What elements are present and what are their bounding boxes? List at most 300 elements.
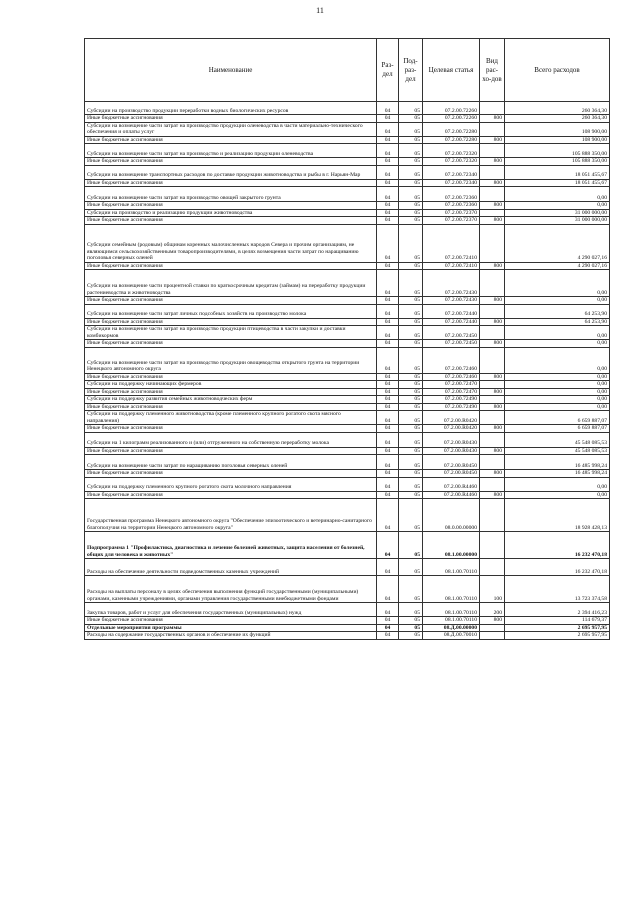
cell-name: Субсидии на возмещение части затрат на производство и реализацию продукции оленеводства [85,144,377,158]
table-row [85,447,610,455]
table-row [85,347,610,373]
cell-section: 04 [377,144,399,158]
cell-name: Субсидии на поддержку племенного животноводства (кроме племенного крупного рогатого скота мясного направления) [85,411,377,425]
cell-subsection: 05 [399,403,423,411]
cell-total: 0,00 [505,202,610,210]
cell-total: 6 659 887,07 [505,411,610,425]
cell-section: 04 [377,491,399,499]
cell-subsection: 05 [399,477,423,491]
cell-subsection: 05 [399,224,423,262]
table-row [85,373,610,381]
table-row [85,165,610,179]
cell-target: 07.2.00.72470 [423,381,480,389]
cell-target: 07.2.00.R0450 [423,470,480,478]
table-row [85,209,610,217]
cell-exp-type [480,455,505,470]
cell-section: 04 [377,187,399,202]
cell-exp-type [480,326,505,340]
cell-total: 16 232 470,18 [505,559,610,576]
cell-total: 0,00 [505,373,610,381]
cell-exp-type [480,477,505,491]
cell-total: 0,00 [505,297,610,305]
cell-section: 04 [377,388,399,396]
cell-target: 07.2.00.72320 [423,144,480,158]
cell-exp-type: 800 [480,217,505,225]
table-row [85,318,610,326]
table-row [85,304,610,318]
cell-section: 04 [377,373,399,381]
cell-total: 0,00 [505,326,610,340]
cell-target: 08.1.00.70110 [423,576,480,603]
cell-section: 04 [377,425,399,433]
table-body [85,102,610,640]
cell-subsection: 05 [399,425,423,433]
cell-name: Субсидии семейным (родовым) общинам коренных малочисленных народов Севера и прочим организациям, не являющимся сельскохозяйственными товаропроизводителями, в целях возмещения части затрат по наращиванию поголовья северных оленей [85,224,377,262]
cell-subsection: 05 [399,559,423,576]
cell-exp-type: 800 [480,403,505,411]
cell-subsection: 05 [399,122,423,136]
cell-subsection: 05 [399,499,423,532]
cell-total: 18 051 455,67 [505,179,610,187]
cell-subsection: 05 [399,603,423,617]
cell-name: Субсидии на возмещение части затрат по наращиванию поголовья северных оленей [85,455,377,470]
cell-subsection: 05 [399,373,423,381]
cell-name: Расходы на содержание государственных органов и обеспечение их функций [85,632,377,640]
cell-total: 105 888 350,00 [505,144,610,158]
cell-target: 08.1.00.70110 [423,617,480,625]
cell-subsection: 05 [399,491,423,499]
cell-exp-type [480,432,505,447]
cell-exp-type [480,144,505,158]
cell-target: 07.2.00.72340 [423,179,480,187]
cell-name: Иные бюджетные ассигнования [85,262,377,270]
table-row [85,632,610,640]
cell-exp-type [480,347,505,373]
table-row [85,617,610,625]
table-row [85,326,610,340]
cell-section: 04 [377,470,399,478]
cell-section: 04 [377,381,399,389]
cell-target: 07.2.00.72440 [423,304,480,318]
cell-target: 07.2.00.72280 [423,136,480,144]
cell-subsection: 05 [399,270,423,297]
cell-exp-type: 800 [480,470,505,478]
cell-total: 16 232 470,18 [505,532,610,559]
cell-total: 16 485 998,24 [505,455,610,470]
table-row [85,187,610,202]
cell-name: Субсидии на производство и реализацию продукции животноводства [85,209,377,217]
cell-name: Расходы на обеспечение деятельности подведомственных казенных учреждений [85,559,377,576]
cell-name: Иные бюджетные ассигнования [85,158,377,166]
cell-subsection: 05 [399,304,423,318]
cell-section: 04 [377,102,399,115]
cell-total: 64 253,90 [505,318,610,326]
cell-subsection: 05 [399,447,423,455]
cell-name: Иные бюджетные ассигнования [85,340,377,348]
page-number: 11 [316,6,324,15]
header-exp-type: Вид рас-хо-дов [480,39,505,102]
cell-name: Иные бюджетные ассигнования [85,115,377,123]
cell-section: 04 [377,340,399,348]
cell-target: 07.2.00.R0430 [423,447,480,455]
cell-name: Субсидии на возмещение части затрат на производство продукции птицеводства в части закупки и доставки комбикормов [85,326,377,340]
cell-total: 108 900,00 [505,122,610,136]
cell-exp-type: 800 [480,447,505,455]
cell-name: Субсидии на возмещение части процентной ставки по краткосрочным кредитам (займам) на переработку продукции растениеводства и животноводства [85,270,377,297]
cell-section: 04 [377,270,399,297]
cell-total: 108 900,00 [505,136,610,144]
cell-section: 04 [377,179,399,187]
table-row [85,425,610,433]
cell-subsection: 05 [399,624,423,632]
cell-section: 04 [377,136,399,144]
table-row [85,179,610,187]
cell-exp-type [480,381,505,389]
table-row [85,224,610,262]
cell-exp-type: 800 [480,340,505,348]
cell-subsection: 05 [399,297,423,305]
cell-target: 07.2.00.72440 [423,318,480,326]
cell-exp-type [480,632,505,640]
cell-target: 07.2.00.72340 [423,165,480,179]
table-row [85,388,610,396]
cell-target: 07.2.00.72430 [423,270,480,297]
cell-name: Иные бюджетные ассигнования [85,403,377,411]
table-row [85,340,610,348]
table-row [85,202,610,210]
cell-subsection: 05 [399,632,423,640]
cell-name: Иные бюджетные ассигнования [85,388,377,396]
cell-name: Иные бюджетные ассигнования [85,491,377,499]
cell-target: 07.2.00.R0450 [423,455,480,470]
cell-subsection: 05 [399,217,423,225]
table-row [85,270,610,297]
cell-subsection: 05 [399,318,423,326]
cell-subsection: 05 [399,532,423,559]
cell-section: 04 [377,532,399,559]
cell-exp-type: 800 [480,179,505,187]
cell-name: Субсидии на возмещение части затрат на производство продукции овощеводства открытого грунта на территории Ненецкого автономного округа [85,347,377,373]
cell-target: 07.2.00.72280 [423,122,480,136]
cell-target: 07.2.00.72260 [423,102,480,115]
cell-subsection: 05 [399,187,423,202]
cell-total: 0,00 [505,388,610,396]
cell-section: 04 [377,632,399,640]
cell-target: 07.2.00.R4460 [423,477,480,491]
cell-exp-type: 800 [480,373,505,381]
table-row [85,470,610,478]
header-name: Наименование [85,39,377,102]
cell-total: 4 290 027,16 [505,262,610,270]
cell-total: 0,00 [505,347,610,373]
cell-section: 04 [377,624,399,632]
cell-total: 13 723 374,58 [505,576,610,603]
cell-section: 04 [377,559,399,576]
cell-total: 0,00 [505,340,610,348]
cell-target: 08.1.00.00000 [423,532,480,559]
table-row [85,102,610,115]
cell-total: 4 290 027,16 [505,224,610,262]
cell-total: 18 051 455,67 [505,165,610,179]
cell-name: Субсидии на производство продукции переработки водных биологических ресурсов [85,102,377,115]
cell-total: 0,00 [505,491,610,499]
cell-target: 07.2.00.72450 [423,340,480,348]
cell-section: 04 [377,297,399,305]
cell-exp-type: 800 [480,202,505,210]
cell-target: 07.2.00.72260 [423,115,480,123]
cell-subsection: 05 [399,432,423,447]
cell-target: 07.2.00.72490 [423,403,480,411]
cell-name: Иные бюджетные ассигнования [85,425,377,433]
table-row [85,115,610,123]
cell-name: Субсидии на поддержку племенного крупного рогатого скота молочного направления [85,477,377,491]
cell-total: 31 000 000,00 [505,209,610,217]
cell-exp-type: 800 [480,115,505,123]
cell-exp-type: 800 [480,388,505,396]
cell-subsection: 05 [399,179,423,187]
cell-subsection: 05 [399,136,423,144]
cell-name: Иные бюджетные ассигнования [85,318,377,326]
table-row [85,158,610,166]
cell-total: 2 695 957,95 [505,632,610,640]
budget-table [84,38,610,640]
table-row [85,136,610,144]
cell-section: 04 [377,603,399,617]
cell-section: 04 [377,217,399,225]
cell-target: 07.2.00.72450 [423,326,480,340]
cell-total: 31 000 000,00 [505,217,610,225]
cell-target: 07.2.00.72370 [423,217,480,225]
cell-subsection: 05 [399,576,423,603]
cell-target: 07.2.00.R0430 [423,432,480,447]
header-total: Всего расходов [505,39,610,102]
cell-name: Субсидии на возмещение части затрат личных подсобных хозяйств на производство молока [85,304,377,318]
cell-exp-type: 200 [480,603,505,617]
cell-total: 0,00 [505,270,610,297]
cell-target: 07.2.00.R4460 [423,491,480,499]
cell-total: 260 364,30 [505,102,610,115]
header-section: Раз-дел [377,39,399,102]
cell-target: 07.2.00.72360 [423,187,480,202]
cell-exp-type [480,122,505,136]
cell-section: 04 [377,262,399,270]
cell-exp-type [480,270,505,297]
cell-section: 04 [377,318,399,326]
table-row [85,411,610,425]
cell-section: 04 [377,477,399,491]
cell-name: Иные бюджетные ассигнования [85,217,377,225]
cell-name: Подпрограмма 1 "Профилактика, диагностика и лечение болезней животных, защита населения от болезней, общих для человека и животных" [85,532,377,559]
cell-exp-type: 800 [480,617,505,625]
table-row [85,491,610,499]
cell-subsection: 05 [399,396,423,404]
cell-subsection: 05 [399,617,423,625]
cell-section: 04 [377,499,399,532]
cell-exp-type [480,532,505,559]
cell-target: 07.2.00.R0420 [423,411,480,425]
table-row [85,432,610,447]
cell-target: 07.2.00.72430 [423,297,480,305]
cell-total: 0,00 [505,396,610,404]
cell-target: 08.0.00.00000 [423,499,480,532]
cell-exp-type [480,624,505,632]
cell-total: 0,00 [505,477,610,491]
cell-name: Субсидии на возмещение части затрат на производство овощей закрытого грунта [85,187,377,202]
cell-total: 260 364,30 [505,115,610,123]
cell-exp-type: 800 [480,425,505,433]
cell-target: 07.2.00.72370 [423,209,480,217]
cell-exp-type: 800 [480,158,505,166]
cell-section: 04 [377,347,399,373]
cell-subsection: 05 [399,144,423,158]
cell-exp-type [480,209,505,217]
cell-section: 04 [377,432,399,447]
cell-name: Расходы на выплаты персоналу в целях обеспечения выполнения функций государственными (муниципальными) органами, казенными учреждениями, органами управления государственными внебюджетными фондами [85,576,377,603]
cell-target: 07.2.00.72490 [423,396,480,404]
cell-section: 04 [377,326,399,340]
cell-target: 07.2.00.72410 [423,262,480,270]
cell-target: 07.2.00.72410 [423,224,480,262]
cell-subsection: 05 [399,262,423,270]
cell-section: 04 [377,158,399,166]
cell-exp-type [480,187,505,202]
cell-total: 0,00 [505,187,610,202]
cell-exp-type: 800 [480,136,505,144]
cell-section: 04 [377,411,399,425]
table-row [85,499,610,532]
cell-name: Закупка товаров, работ и услуг для обеспечения государственных (муниципальных) нужд [85,603,377,617]
cell-section: 04 [377,617,399,625]
cell-exp-type [480,411,505,425]
cell-total: 18 928 428,13 [505,499,610,532]
cell-total: 2 695 957,95 [505,624,610,632]
cell-subsection: 05 [399,115,423,123]
cell-target: 08.Д.00.00000 [423,624,480,632]
table-row [85,381,610,389]
cell-section: 04 [377,165,399,179]
cell-target: 08.Д.00.70010 [423,632,480,640]
cell-target: 07.2.00.72460 [423,373,480,381]
cell-exp-type: 800 [480,491,505,499]
table-row [85,624,610,632]
table-row [85,396,610,404]
cell-name: Иные бюджетные ассигнования [85,297,377,305]
cell-target: 07.2.00.R0420 [423,425,480,433]
cell-total: 114 679,37 [505,617,610,625]
cell-exp-type: 100 [480,576,505,603]
cell-section: 04 [377,455,399,470]
cell-target: 07.2.00.72360 [423,202,480,210]
cell-exp-type: 800 [480,318,505,326]
cell-exp-type [480,499,505,532]
cell-name: Субсидии на поддержку развития семейных животноводческих ферм [85,396,377,404]
cell-subsection: 05 [399,326,423,340]
cell-subsection: 05 [399,158,423,166]
table-row [85,455,610,470]
cell-subsection: 05 [399,388,423,396]
cell-exp-type [480,102,505,115]
cell-subsection: 05 [399,411,423,425]
cell-target: 07.2.00.72320 [423,158,480,166]
table-row [85,122,610,136]
cell-subsection: 05 [399,165,423,179]
cell-name: Иные бюджетные ассигнования [85,136,377,144]
cell-section: 04 [377,447,399,455]
cell-section: 04 [377,304,399,318]
cell-section: 04 [377,224,399,262]
cell-subsection: 05 [399,340,423,348]
cell-total: 64 253,90 [505,304,610,318]
cell-total: 45 548 085,53 [505,447,610,455]
cell-total: 0,00 [505,403,610,411]
cell-subsection: 05 [399,455,423,470]
cell-total: 16 485 998,24 [505,470,610,478]
table-row [85,603,610,617]
table-row [85,262,610,270]
cell-name: Иные бюджетные ассигнования [85,617,377,625]
header-subsection: Под-раз-дел [399,39,423,102]
header-target: Целевая статья [423,39,480,102]
table-row [85,532,610,559]
cell-target: 07.2.00.72460 [423,347,480,373]
cell-total: 45 548 085,53 [505,432,610,447]
table-row [85,403,610,411]
cell-exp-type [480,304,505,318]
cell-target: 08.1.00.70110 [423,559,480,576]
cell-total: 105 888 350,00 [505,158,610,166]
cell-exp-type: 800 [480,262,505,270]
cell-section: 04 [377,576,399,603]
cell-name: Субсидии на возмещение транспортных расходов по доставке продукции животноводства и рыбы в г. Нарьян-Мар [85,165,377,179]
cell-name: Иные бюджетные ассигнования [85,373,377,381]
cell-name: Государственная программа Ненецкого автономного округа "Обеспечение эпизоотического и ветеринарно-санитарного благополучия на территории Ненецкого автономного округа" [85,499,377,532]
cell-section: 04 [377,403,399,411]
table-row [85,144,610,158]
cell-section: 04 [377,396,399,404]
cell-total: 0,00 [505,381,610,389]
cell-subsection: 05 [399,347,423,373]
cell-exp-type [480,165,505,179]
cell-exp-type: 800 [480,297,505,305]
cell-subsection: 05 [399,470,423,478]
cell-name: Иные бюджетные ассигнования [85,447,377,455]
table-row [85,217,610,225]
cell-exp-type [480,396,505,404]
cell-subsection: 05 [399,381,423,389]
cell-total: 2 394 416,23 [505,603,610,617]
cell-name: Субсидии на поддержку начинающих фермеров [85,381,377,389]
cell-exp-type [480,224,505,262]
cell-section: 04 [377,202,399,210]
cell-target: 08.1.00.70110 [423,603,480,617]
table-row [85,559,610,576]
cell-name: Отдельные мероприятия программы [85,624,377,632]
cell-name: Субсидии на возмещение части затрат на производство продукции оленеводства в части материально-технического обеспечения и оплаты услуг [85,122,377,136]
cell-subsection: 05 [399,102,423,115]
cell-name: Субсидии на 1 килограмм реализованного и (или) отгруженного на собственную переработку молока [85,432,377,447]
cell-subsection: 05 [399,209,423,217]
table-header-row [85,39,610,102]
table-row [85,477,610,491]
cell-section: 04 [377,115,399,123]
table-row [85,576,610,603]
cell-name: Иные бюджетные ассигнования [85,179,377,187]
cell-section: 04 [377,122,399,136]
cell-name: Иные бюджетные ассигнования [85,202,377,210]
cell-total: 6 659 887,07 [505,425,610,433]
cell-exp-type [480,559,505,576]
cell-section: 04 [377,209,399,217]
